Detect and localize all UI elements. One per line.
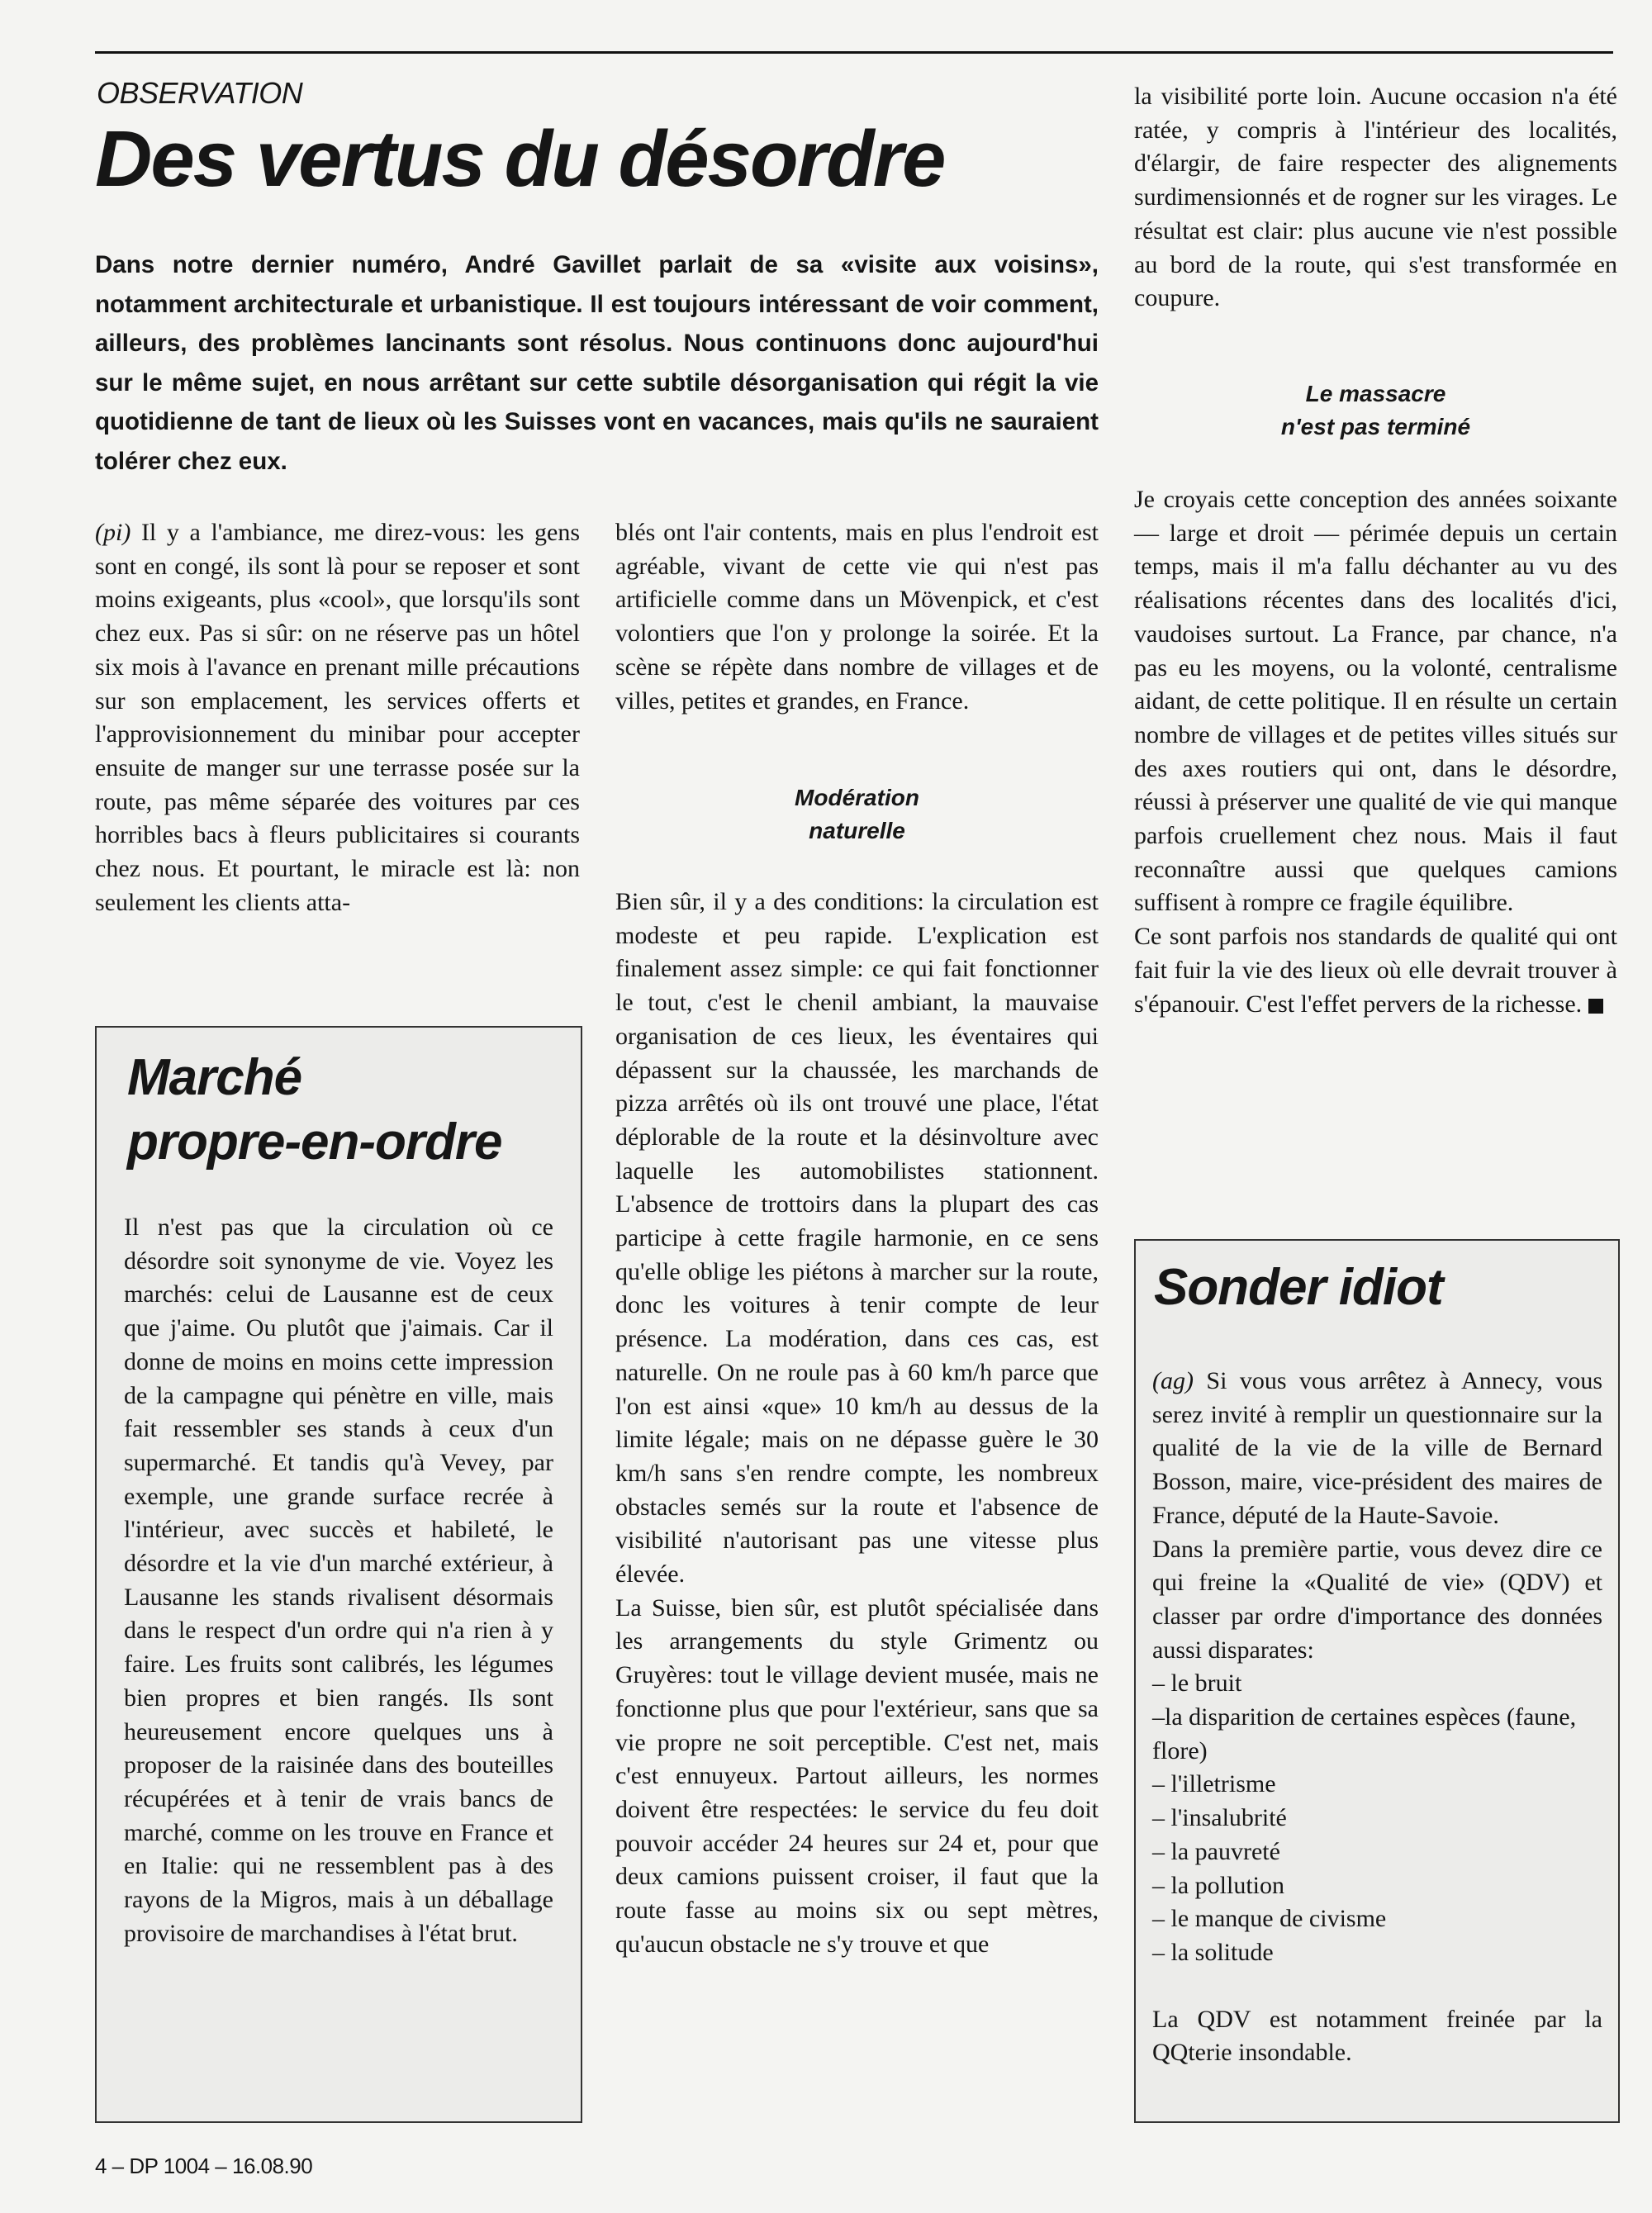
- list-item: – l'illetrisme: [1152, 1770, 1276, 1798]
- list-item: – la pauvreté: [1152, 1837, 1280, 1865]
- column-3-text: la visibilité porte loin. Aucune occasion n'a été ratée, y compris à l'intérieur des localités, d'élargir, de faire respecter des alignements surdimensionnés et de rogner sur les virages. Le résultat est clair: plus aucune vie n'est possible au bord de la route, qui s'est transformée en coupure.: [1134, 83, 1617, 312]
- author-initials: (pi): [95, 519, 131, 546]
- box-paragraph: Dans la première partie, vous devez dire ce qui freine la «Qualité de vie» (QDV) et classer par ordre d'importance des données aussi disparates:: [1152, 1535, 1602, 1664]
- list: [1152, 1667, 1602, 1969]
- subheading-line: naturelle: [809, 818, 905, 843]
- top-rule: [95, 51, 1613, 54]
- subheading-massacre: [1134, 378, 1617, 444]
- article-title: Des vertus du désordre: [95, 115, 945, 203]
- box-body: [1152, 1365, 1602, 2070]
- paragraph: Je croyais cette conception des années soixante — large et droit — périmée depuis un certain temps, mais il m'a fallu déchanter au vu des réalisations récentes dans des localités d'ici, vaudoises surtout. La France, par chance, n'a pas eu les moyens, ou la volonté, centralisme aidant, de cette politique. Il en résulte un certain nombre de villages et de petites villes situés sur des axes routiers qui ont, dans le désordre, réussi à préserver une qualité de vie qui manque parfois cruellement chez nous. Mais il faut reconnaître aussi que quelques camions suffisent à rompre ce fragile équilibre.: [1134, 486, 1617, 917]
- subheading-line: n'est pas terminé: [1280, 414, 1471, 439]
- article-column-2-continued: [615, 886, 1099, 1962]
- list-item: – le manque de civisme: [1152, 1905, 1387, 1933]
- list-item: –la disparition de certaines espèces (faune, flore): [1152, 1703, 1577, 1764]
- column-1-text: Il y a l'ambiance, me direz-vous: les gens sont en congé, ils sont là pour se reposer et sont moins exigeants, plus «cool», que lorsqu'ils sont chez eux. Pas si sûr: on ne réserve pas un hôtel six mois à l'avance en prenant mille précautions sur son emplacement, les services offerts et l'approvisionnement du minibar pour accepter ensuite de manger sur une terrasse posée sur la route, pas même séparée des voitures par ces horribles bacs à fleurs publicitaires si courants chez nous. Et pourtant, le miracle est là: non seulement les clients atta-: [95, 519, 580, 916]
- box-body: [124, 1211, 553, 1950]
- subheading-moderation: [615, 781, 1099, 848]
- article-column-3: [1134, 80, 1617, 316]
- paragraph: [1134, 920, 1617, 1021]
- list-item: – le bruit: [1152, 1669, 1242, 1698]
- section-kicker: OBSERVATION: [97, 76, 303, 110]
- sidebar-box-sonder: [1134, 1239, 1620, 2123]
- article-column-2: [615, 516, 1099, 718]
- page-footer: 4 – DP 1004 – 16.08.90: [95, 2154, 313, 2178]
- column-2-text: blés ont l'air contents, mais en plus l'endroit est agréable, vivant de cette vie qui n'est pas artificielle comme dans un Mövenpick, et c'est volontiers que l'on y prolonge la soirée. Et la scène se répète dans nombre de villages et de villes, petites et grandes, en France.: [615, 519, 1099, 715]
- paragraph-text: Ce sont parfois nos standards de qualité qui ont fait fuir la vie des lieux où elle devrait trouver à s'épanouir. C'est l'effet pervers de la richesse.: [1134, 923, 1617, 1018]
- box-title: [127, 1046, 501, 1175]
- article-column-3-continued: [1134, 483, 1617, 1021]
- list-item: – la solitude: [1152, 1938, 1274, 1966]
- article-column-1: [95, 516, 580, 919]
- box-paragraph-text: Si vous vous arrêtez à Annecy, vous serez invité à remplir un questionnaire sur la qualité de la vie de la ville de Bernard Bosson, maire, vice-président des maires de France, député de la Haute-Savoie.: [1152, 1367, 1602, 1529]
- paragraph: Bien sûr, il y a des conditions: la circulation est modeste et peu rapide. L'explication est finalement assez simple: ce qui fait fonctionner le tout, c'est le chenil ambiant, la mauvaise organisation de ces lieux, les éventaires qui dépassent sur la chaussée, les marchands de pizza arrêtés où ils ont trouvé une place, l'état déplorable de la route et la désinvolture avec laquelle les automobilistes stationnent. L'absence de trottoirs dans la plupart des cas participe à cette fragile harmonie, en ce sens qu'elle oblige les piétons à marcher sur la route, donc les voitures à tenir compte de leur présence. La modération, dans ces cas, est naturelle. On ne roule pas à 60 km/h parce que l'on est ainsi «que» 10 km/h au dessus de la limite légale; mais on ne dépasse guère le 30 km/h sans s'en rendre compte, les nombreux obstacles semés sur la route et l'absence de visibilité n'autorisant pas une vitesse plus élevée.: [615, 888, 1099, 1589]
- list-item: – l'insalubrité: [1152, 1804, 1287, 1832]
- author-initials: (ag): [1152, 1367, 1194, 1394]
- box-paragraph: [1152, 1365, 1602, 1533]
- box-paragraph: La QDV est notamment freinée par la QQterie insondable.: [1152, 2005, 1602, 2067]
- paragraph: La Suisse, bien sûr, est plutôt spécialisée dans les arrangements du style Grimentz ou Gruyères: tout le village devient musée, mais ne fonctionne plus que pour l'extérieur, sans que sa vie propre ne soit perceptible. C'est net, mais c'est ennuyeux. Partout ailleurs, les normes doivent être respectées: le service du feu doit pouvoir accéder 24 heures sur 24 et, pour que deux camions puissent croiser, il faut que la route fasse au moins six ou sept mètres, qu'aucun obstacle ne s'y trouve et que: [615, 1593, 1099, 1958]
- box-title: Sonder idiot: [1154, 1259, 1443, 1316]
- box-title-line: propre-en-ordre: [127, 1114, 502, 1171]
- article-lead: Dans notre dernier numéro, André Gavillet parlait de sa «visite aux voisins», notamment architecturale et urbanistique. Il est toujours intéressant de voir comment, ailleurs, des problèmes lancinants sont résolus. Nous continuons donc aujourd'hui sur le même sujet, en nous arrêtant sur cette subtile désorganisation qui régit la vie quotidienne de tant de lieux où les Suisses vont en vacances, mais qu'ils ne sauraient tolérer chez eux.: [95, 251, 1099, 475]
- list-item: – la pollution: [1152, 1871, 1284, 1899]
- sidebar-box-marche: [95, 1026, 582, 2123]
- box-paragraph: Il n'est pas que la circulation où ce désordre soit synonyme de vie. Voyez les marchés: celui de Lausanne est de ceux que j'aime. Ou plutôt que j'aimais. Car il donne de moins en moins cette impression de la campagne qui pénètre en ville, mais fait ressembler ses stands à ceux d'un supermarché. Et tandis qu'à Vevey, par exemple, une grande surface recrée à l'intérieur, avec succès et habileté, le désordre et la vie d'un marché extérieur, à Lausanne les stands rivalisent désormais dans le respect d'un ordre qui n'a rien à y faire. Les fruits sont calibrés, les légumes bien propres et bien rangés. Ils sont heureusement encore quelques uns à proposer de la raisinée dans des bouteilles récupérées et à tenir de vrais bancs de marché, comme on les trouve en France et en Italie: qui ne ressemblent pas à des rayons de la Migros, mais à un déballage provisoire de marchandises à l'état brut.: [124, 1213, 553, 1947]
- subheading-line: Modération: [795, 785, 919, 810]
- box-title-line: Marché: [127, 1049, 302, 1106]
- end-mark-icon: [1588, 999, 1603, 1014]
- subheading-line: Le massacre: [1305, 381, 1446, 406]
